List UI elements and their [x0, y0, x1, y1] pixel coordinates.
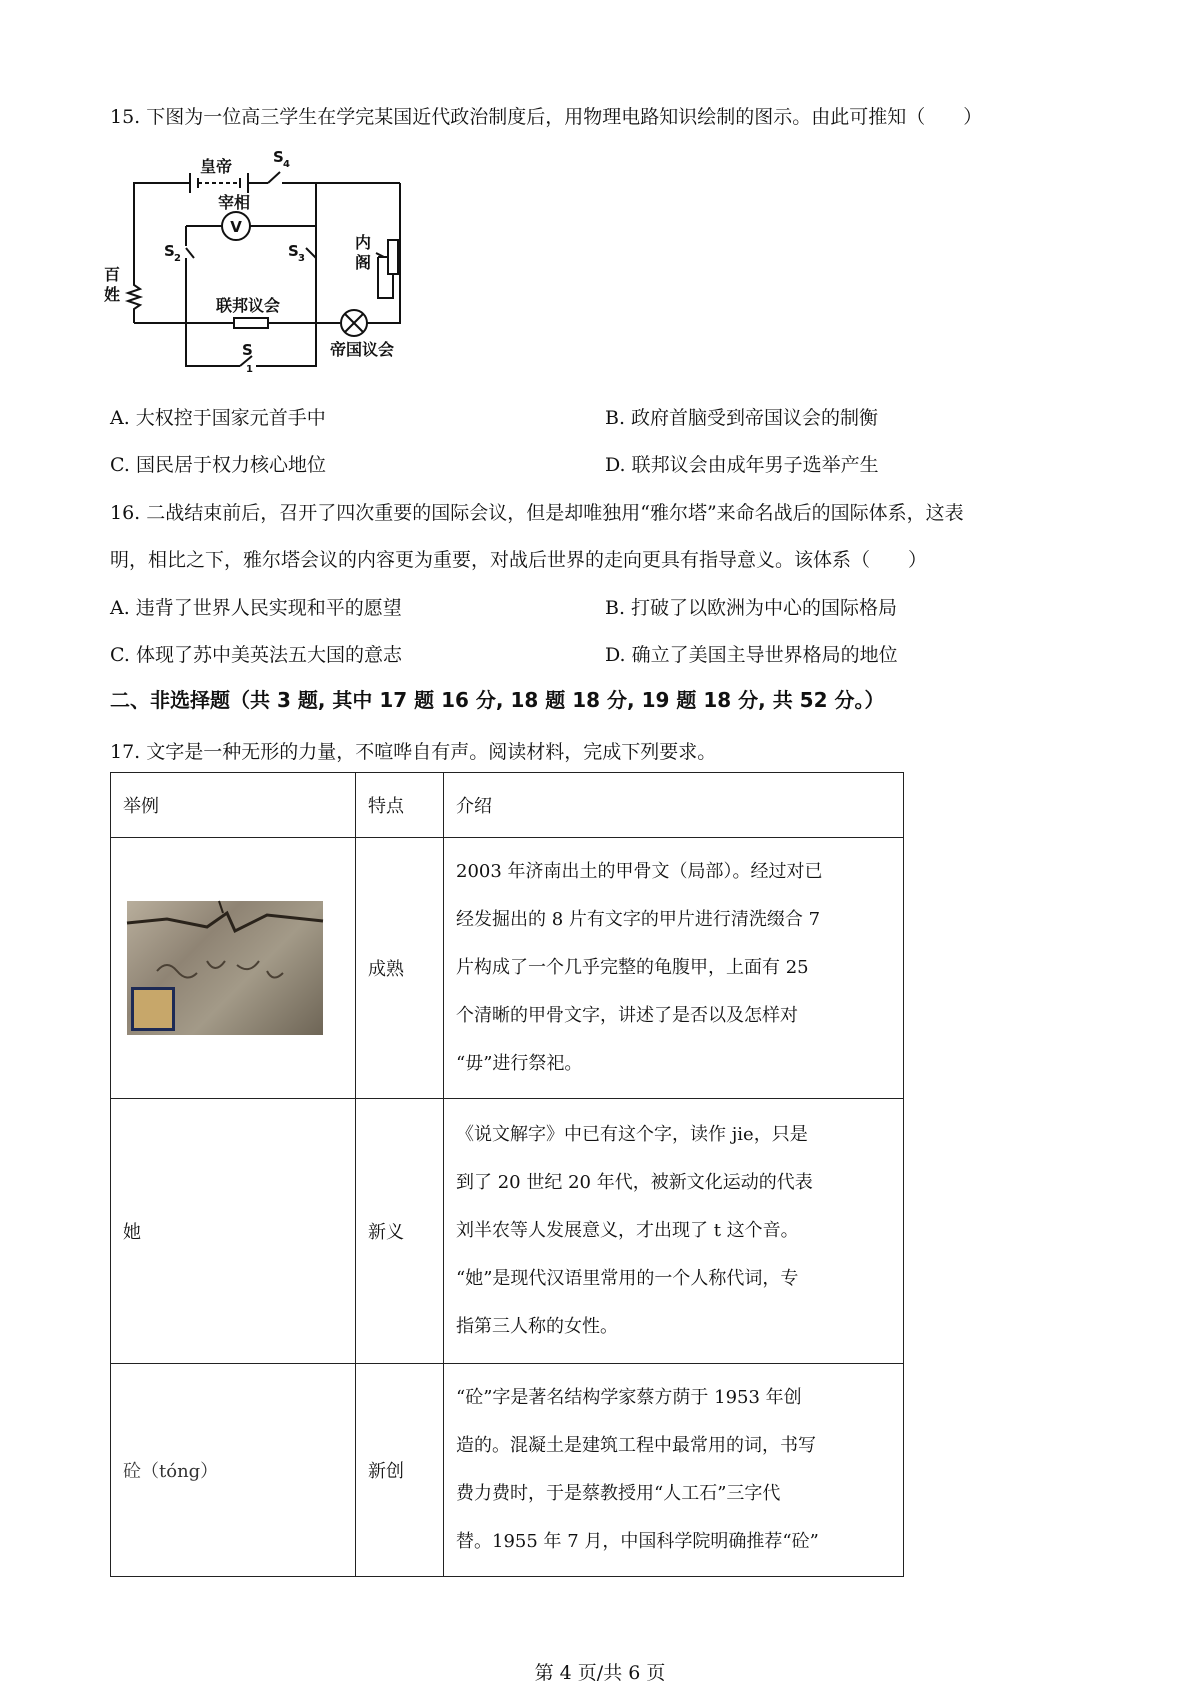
intro-cell	[444, 838, 904, 1099]
intro-line: 片构成了一个几乎完整的龟腹甲，上面有 25	[456, 957, 809, 978]
q16-option-a: A. 违背了世界人民实现和平的愿望	[110, 597, 402, 619]
header-example: 举例	[111, 773, 356, 838]
q16-option-b: B. 打破了以欧洲为中心的国际格局	[605, 597, 898, 619]
question-17-stem: 17. 文字是一种无形的力量，不喧哗自有声。阅读材料，完成下列要求。	[110, 741, 717, 763]
question-16-stem-line2: 明，相比之下，雅尔塔会议的内容更为重要，对战后世界的走向更具有指导意义。该体系（ ）	[110, 549, 928, 571]
example-cell: 她	[111, 1099, 356, 1364]
intro-cell	[444, 1364, 904, 1577]
table-row	[111, 1099, 904, 1364]
example-cell: 砼（tóng）	[111, 1364, 356, 1577]
q15-option-d: D. 联邦议会由成年男子选举产生	[605, 454, 879, 476]
label-s3-sub: 3	[298, 253, 305, 264]
intro-line: 指第三人称的女性。	[456, 1316, 618, 1337]
header-feature: 特点	[356, 773, 444, 838]
q15-option-c: C. 国民居于权力核心地位	[110, 454, 326, 476]
label-people-1: 百	[104, 265, 121, 284]
label-s2-sub: 2	[174, 253, 181, 264]
header-intro: 介绍	[444, 773, 904, 838]
oracle-bone-photo	[127, 901, 323, 1035]
table-row	[111, 838, 904, 1099]
label-s2: S	[164, 242, 175, 260]
feature-cell: 成熟	[356, 838, 444, 1099]
intro-line: 到了 20 世纪 20 年代，被新文化运动的代表	[456, 1172, 813, 1193]
label-chancellor: 宰相	[218, 193, 251, 212]
intro-line: 替。1955 年 7 月，中国科学院明确推荐“砼”	[456, 1531, 819, 1552]
label-reichstag: 帝国议会	[330, 340, 395, 359]
label-s1-sub: 1	[246, 364, 253, 375]
intro-line: “毋”进行祭祀。	[456, 1053, 583, 1074]
intro-line: 个清晰的甲骨文字，讲述了是否以及怎样对	[456, 1005, 798, 1026]
table-header-row	[111, 773, 904, 838]
circuit-diagram	[104, 148, 400, 375]
feature-cell: 新创	[356, 1364, 444, 1577]
intro-line: 经发掘出的 8 片有文字的甲片进行清洗缀合 7	[456, 909, 821, 930]
table-row	[111, 1364, 904, 1577]
label-s4-sub: 4	[283, 159, 290, 170]
question-16-stem-line1: 16. 二战结束前后，召开了四次重要的国际会议，但是却唯独用“雅尔塔”来命名战后的国际体系，这表	[110, 502, 964, 524]
label-emperor: 皇帝	[200, 157, 233, 176]
intro-line: “砼”字是著名结构学家蔡方荫于 1953 年创	[456, 1387, 802, 1408]
label-people-2: 姓	[104, 285, 121, 304]
label-bundesrat: 联邦议会	[216, 296, 281, 315]
label-cabinet-2: 阁	[355, 253, 372, 272]
intro-cell	[444, 1099, 904, 1364]
q16-option-d: D. 确立了美国主导世界格局的地位	[605, 644, 898, 666]
oracle-bone-image-cell	[111, 838, 356, 1099]
q15-option-a: A. 大权控于国家元首手中	[110, 407, 326, 429]
page-footer: 第 4 页/共 6 页	[534, 1662, 666, 1684]
intro-line: 费力费时，于是蔡教授用“人工石”三字代	[456, 1483, 781, 1504]
label-s3: S	[288, 242, 299, 260]
label-s1: S	[242, 341, 253, 359]
inset-photo	[131, 987, 175, 1031]
intro-line: 刘半农等人发展意义，才出现了 t 这个音。	[456, 1220, 799, 1241]
feature-cell: 新义	[356, 1099, 444, 1364]
label-s4: S	[273, 148, 284, 166]
q15-option-b: B. 政府首脑受到帝国议会的制衡	[605, 407, 879, 429]
q17-table	[110, 772, 904, 1577]
voltmeter-symbol: V	[230, 218, 242, 236]
intro-line: 造的。混凝土是建筑工程中最常用的词，书写	[456, 1435, 816, 1456]
question-15-stem: 15. 下图为一位高三学生在学完某国近代政治制度后，用物理电路知识绘制的图示。由此可推知（ ）	[110, 106, 983, 128]
label-cabinet-1: 内	[355, 233, 372, 252]
intro-line: 2003 年济南出土的甲骨文（局部）。经过对已	[456, 861, 823, 882]
intro-line: 《说文解字》中已有这个字，读作 jie，只是	[456, 1124, 808, 1145]
q16-option-c: C. 体现了苏中美英法五大国的意志	[110, 644, 402, 666]
intro-line: “她”是现代汉语里常用的一个人称代词，专	[456, 1268, 799, 1289]
section-heading: 二、非选择题（共 3 题, 其中 17 题 16 分, 18 题 18 分, 19 题 18 分, 共 52 分。）	[110, 688, 885, 712]
